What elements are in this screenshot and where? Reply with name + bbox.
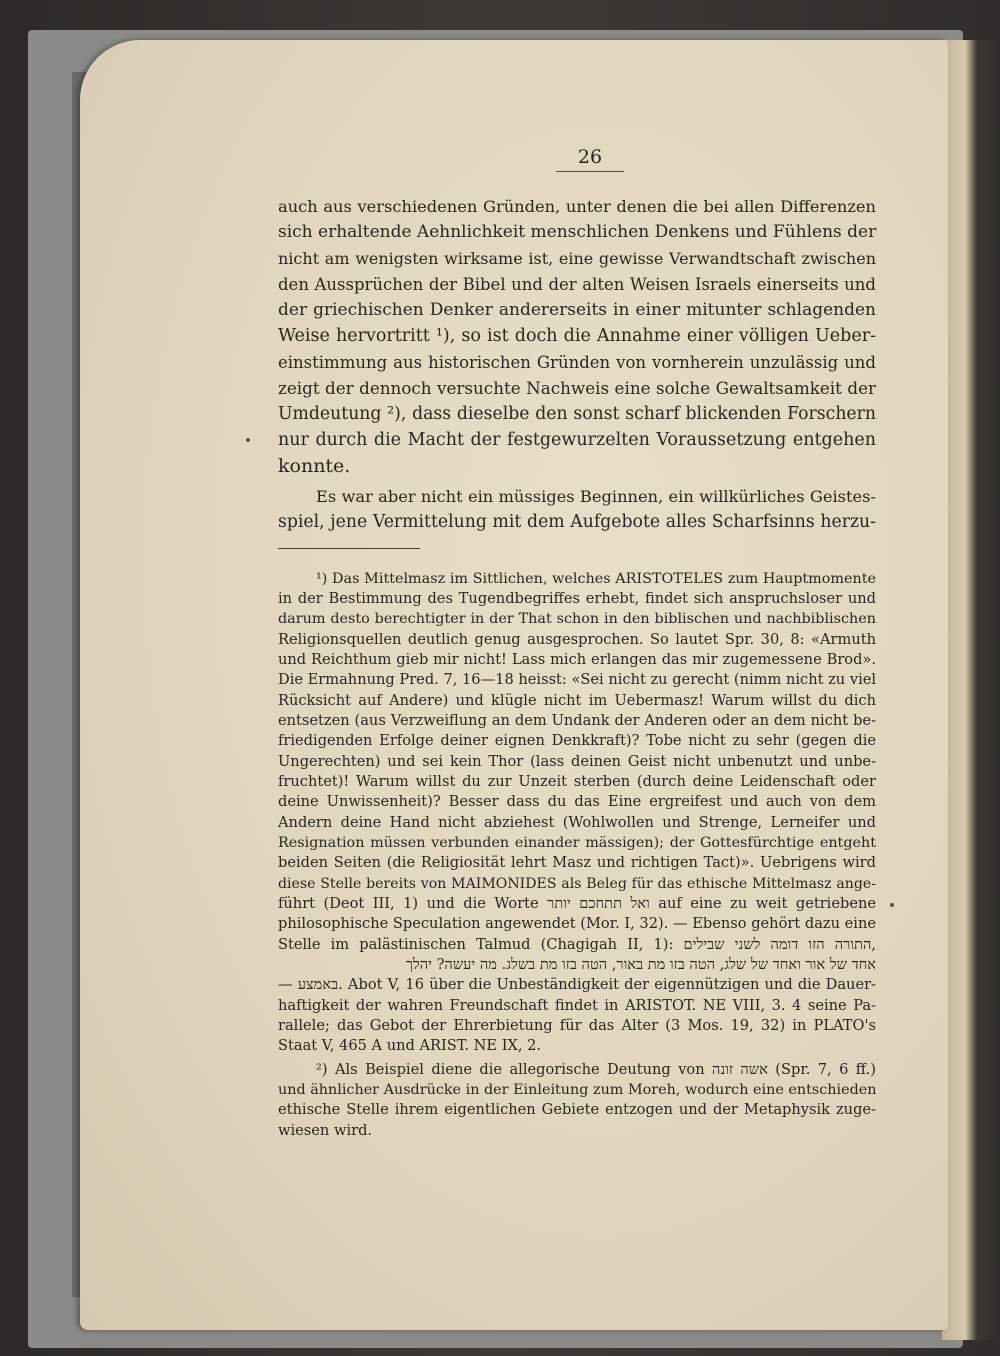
margin-mark: [246, 438, 250, 442]
footnote-line: Staat V, 465 A und ARIST. NE IX, 2.: [278, 1037, 542, 1054]
footnote-line-hebrew: אחד של אור ואחד של שלג, הטה בזו מת באור, הטה בזו מת בשלג. מה יעשה? יהלך: [405, 956, 876, 973]
text-line: spiel, jene Vermittelung mit dem Aufgebote alles Scharfsinns herzu-: [278, 512, 876, 532]
footnote-line: Die Ermahnung Pred. 7, 16—18 heisst: «Sei nicht zu gerecht (nimm nicht zu viel: [278, 671, 877, 688]
footnote-line: entsetzen (aus Verzweiflung an dem Undank der Anderen oder an dem nicht be-: [278, 712, 876, 729]
footnote-line: Resignation müssen verbunden einander mässigen); der Gottesfürchtige entgeht: [278, 835, 876, 851]
footnote-line: Religionsquellen deutlich genug ausgesprochen. So lautet Spr. 30, 8: «Armuth: [278, 631, 876, 648]
text-line: sich erhaltende Aehnlichkeit menschlichen Denkens und Fühlens der: [278, 222, 877, 242]
text-line: nur durch die Macht der festgewurzelten Voraussetzung entgehen: [278, 430, 876, 450]
footnote-line: friedigenden Erfolge deiner eignen Denkkraft)? Tobe nicht zu sehr (gegen die: [278, 732, 876, 749]
footnote-line: darum desto berechtigter in der That schon in den biblischen und nachbiblischen: [278, 611, 876, 627]
footnote-line: haftigkeit der wahren Freundschaft findet in ARISTOT. NE VIII, 3. 4 seine Pa-: [278, 997, 876, 1014]
footnote-line: ethische Stelle ihrem eigentlichen Gebiete entzogen und der Metaphysik zuge-: [278, 1101, 876, 1118]
footnote-line: — באמצע. Abot V, 16 über die Unbeständigkeit der eigennützigen und die Dauer-: [278, 976, 876, 993]
footnote-line: ²) Als Beispiel diene die allegorische Deutung von אשה זונה (Spr. 7, 6 ff.): [316, 1061, 876, 1078]
text-line: Umdeutung ²), dass dieselbe den sonst scharf blickenden Forschern: [278, 404, 876, 424]
footnote-line: und Reichthum gieb mir nicht! Lass mich erlangen das mir zugemessene Brod».: [278, 651, 876, 668]
footnote-line: fruchtet)! Warum willst du zur Unzeit sterben (durch deine Leidenschaft oder: [278, 773, 876, 790]
footnote-line: Ungerechten) und sei kein Thor (lass deinen Geist nicht unbenutzt und unbe-: [278, 753, 876, 770]
margin-mark: [890, 903, 894, 907]
footnote-line: in der Bestimmung des Tugendbegriffes erhebt, findet sich anspruchsloser und: [278, 590, 876, 607]
footnote-line: Andern deine Hand nicht abziehest (Wohlwollen und Strenge, Lerneifer und: [278, 814, 876, 831]
text-line: auch aus verschiedenen Gründen, unter denen die bei allen Differenzen: [278, 197, 876, 216]
footnote-line: Stelle im palästinischen Talmud (Chagigah II, 1): התורה הזו דומה לשני שבילים,: [278, 936, 876, 953]
next-page-edge: [942, 40, 1000, 1340]
footnote-line: Rücksicht auf Andere) und klügle nicht im Uebermasz! Warum willst du dich: [278, 692, 876, 709]
footnote-line: wiesen wird.: [278, 1122, 373, 1139]
footnote-line: diese Stelle bereits von MAIMONIDES als Beleg für das ethische Mittelmasz ange-: [278, 876, 876, 892]
page-number: 26: [577, 146, 603, 168]
text-line: Es war aber nicht ein müssiges Beginnen, ein willkürliches Geistes-: [316, 487, 876, 506]
footnote-line: deine Unwissenheit)? Besser dass du das Eine ergreifest und auch von dem: [278, 793, 876, 810]
footnote-line: rallele; das Gebot der Ehrerbietung für das Alter (3 Mos. 19, 32) in PLATO's: [278, 1017, 876, 1034]
footnote-separator: [278, 548, 420, 549]
footnote-line: führt (Deot III, 1) und die Worte ואל תתחכם יותר auf eine zu weit getriebene: [278, 895, 877, 912]
footnote-line: philosophische Speculation angewendet (Mor. I, 32). — Ebenso gehört dazu eine: [278, 915, 876, 932]
footnote-line: beiden Seiten (die Religiosität lehrt Masz und richtigen Tact)». Uebrigens wird: [278, 854, 876, 871]
text-line: den Aussprüchen der Bibel und der alten Weisen Israels einerseits und: [278, 275, 876, 294]
footnote-line: und ähnlicher Ausdrücke in der Einleitung zum Moreh, wodurch eine entschieden: [278, 1082, 877, 1098]
text-line: Weise hervortritt ¹), so ist doch die Annahme einer völligen Ueber-: [278, 326, 876, 346]
footnote-line: ¹) Das Mittelmasz im Sittlichen, welches ARISTOTELES zum Hauptmomente: [316, 571, 876, 587]
page-number-rule: [556, 171, 624, 172]
text-line: einstimmung aus historischen Gründen von vornherein unzulässig und: [278, 353, 876, 372]
text-line: der griechischen Denker andererseits in einer mitunter schlagenden: [278, 300, 876, 320]
text-line: zeigt der dennoch versuchte Nachweis eine solche Gewaltsamkeit der: [278, 378, 876, 398]
text-line: nicht am wenigsten wirksame ist, eine gewisse Verwandtschaft zwischen: [278, 249, 876, 268]
text-line: konnte.: [278, 455, 351, 477]
